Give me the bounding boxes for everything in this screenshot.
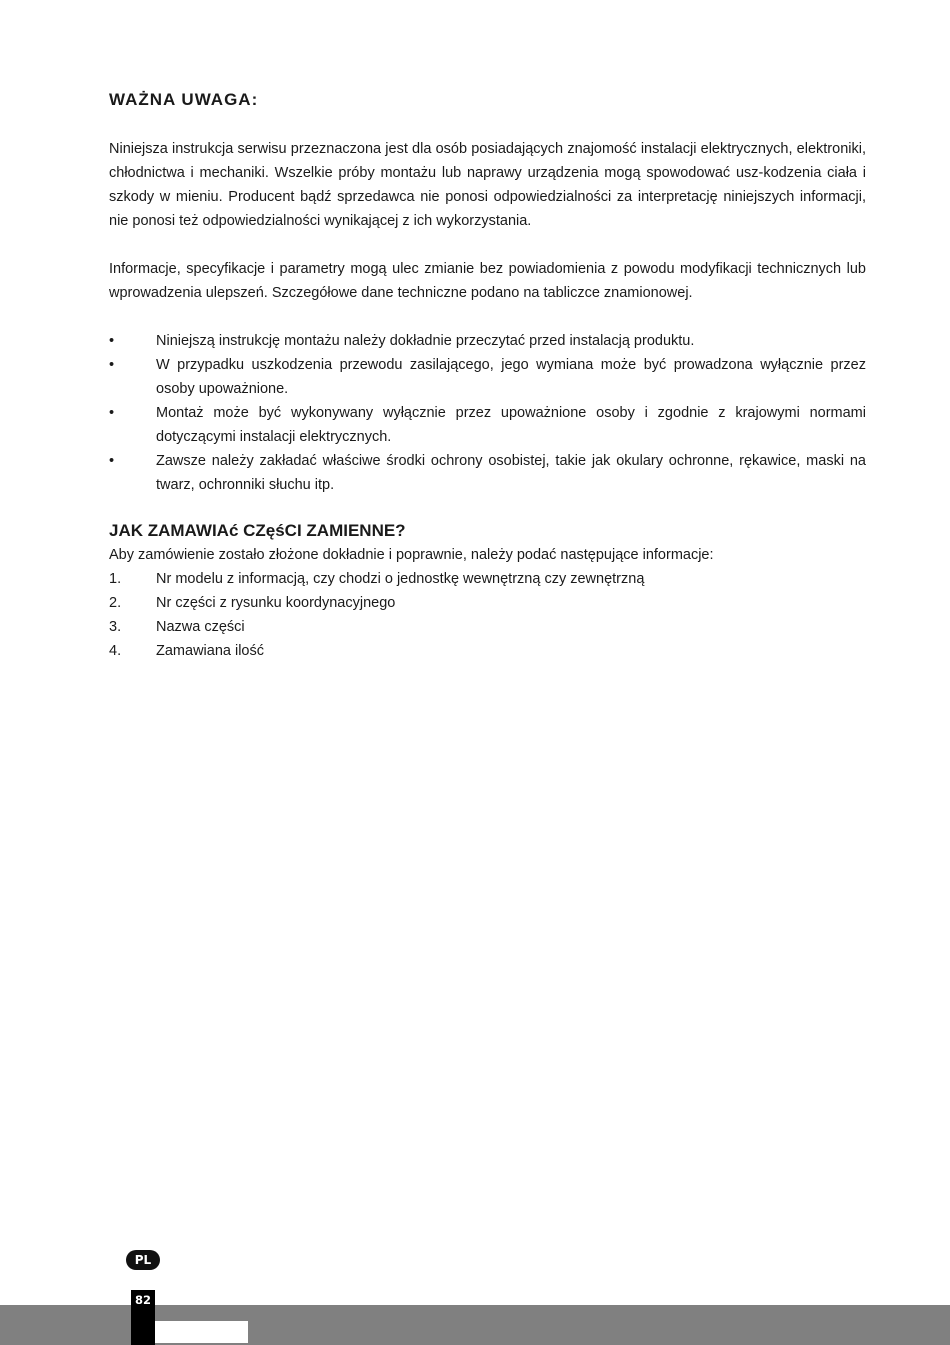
list-item (109, 615, 866, 639)
step-text: Nr części z rysunku koordynacyjnego (156, 595, 396, 611)
step-number: 1. (109, 571, 122, 587)
step-number: 2. (109, 595, 122, 611)
notice-paragraph-1: Niniejsza instrukcja serwisu przeznaczona jest dla osób posiadających znajomość instalacji elektrycznych, elektroniki, chłodnictwa i mechaniki. Wszelkie próby montażu lub naprawy urządzenia mogą spowodować usz-kodzenia ciała i szkody w mieniu. Producent bądź sprzedawca nie ponosi odpowiedzialności za interpretację niniejszych informacji, nie ponosi też odpowiedzialności wynikającej z ich wykorzystania. (109, 141, 866, 229)
bullet-item (109, 449, 866, 497)
bullet-item (109, 353, 866, 401)
bullet-text: Niniejszą instrukcję montażu należy dokładnie przeczytać przed instalacją produktu. (156, 333, 695, 349)
parts-title: JAK ZAMAWIAć CZęśCI ZAMIENNE? (109, 521, 406, 540)
page-content (109, 88, 866, 663)
page-number: 82 (134, 1293, 151, 1307)
notice-paragraph-2: Informacje, specyfikacje i parametry mogą ulec zmianie bez powiadomienia z powodu modyfikacji technicznych lub wprowadzenia ulepszeń. Szczegółowe dane techniczne podano na tabliczce znamionowej. (109, 261, 866, 301)
step-text: Nazwa części (156, 619, 245, 635)
bullet-text: W przypadku uszkodzenia przewodu zasilającego, jego wymiana może być prowadzona wyłącznie przez osoby upoważnione. (156, 357, 866, 397)
list-item (109, 591, 866, 615)
parts-intro: Aby zamówienie zostało złożone dokładnie i poprawnie, należy podać następujące informacje: (109, 547, 714, 563)
bullet-item (109, 329, 866, 353)
list-item (109, 567, 866, 591)
footer-strip (155, 1321, 248, 1343)
bullet-item (109, 401, 866, 449)
bullet-marker: • (109, 405, 115, 421)
parts-steps-list (109, 567, 866, 663)
step-number: 4. (109, 643, 122, 659)
notice-title: WAŻNA UWAGA: (109, 90, 259, 109)
step-text: Nr modelu z informacją, czy chodzi o jednostkę wewnętrzną czy zewnętrzną (156, 571, 645, 587)
bullet-text: Zawsze należy zakładać właściwe środki ochrony osobistej, takie jak okulary ochronne, rękawice, maski na twarz, ochronniki słuchu itp. (156, 453, 866, 493)
bullet-marker: • (109, 357, 115, 373)
bullet-marker: • (109, 453, 115, 469)
step-number: 3. (109, 619, 122, 635)
bullet-marker: • (109, 333, 115, 349)
step-text: Zamawiana ilość (156, 643, 264, 659)
language-badge: PL (126, 1250, 160, 1270)
list-item (109, 639, 866, 663)
safety-bullet-list (109, 329, 866, 497)
bullet-text: Montaż może być wykonywany wyłącznie przez upoważnione osoby i zgodnie z krajowymi normami dotyczącymi instalacji elektrycznych. (156, 405, 866, 445)
